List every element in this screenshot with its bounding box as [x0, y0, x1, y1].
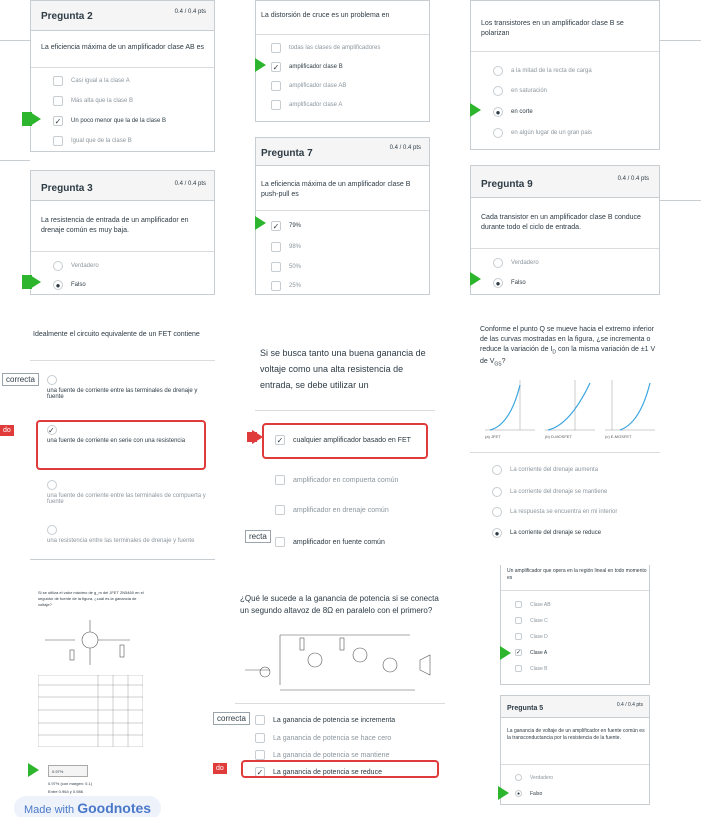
check-icon[interactable]: ✓ [272, 221, 280, 231]
question-text: La eficiencia máxima de un amplificador clase B push-pull es [261, 181, 411, 199]
answer-option[interactable]: La respuesta se encuentra en mi interior [492, 507, 617, 517]
checkbox[interactable] [255, 715, 265, 725]
answer-option[interactable]: amplificador en drenaje común [275, 505, 389, 515]
correct-answer-tag: correcta [213, 712, 250, 725]
question-points: 0.4 / 0.4 pts [389, 145, 421, 151]
answer-option-selected[interactable]: ✓ cualquier amplificador basado en FET [276, 435, 411, 445]
correct-arrow-icon [470, 103, 481, 117]
correct-answer-tag: correcta [2, 373, 39, 386]
answer-option-selected[interactable]: ✓ Un poco menor que la de la clase B [54, 116, 167, 126]
radio[interactable] [53, 261, 63, 271]
radio[interactable] [515, 774, 522, 781]
question-title: Pregunta 5 [507, 705, 544, 712]
answer-option[interactable]: amplificador clase AB [271, 81, 346, 91]
radio[interactable] [493, 258, 503, 268]
answer-option-selected[interactable]: ✓ amplificador clase B [272, 62, 343, 72]
power-amplifier-circuit [240, 630, 440, 695]
correct-arrow-icon [28, 763, 39, 777]
answer-option[interactable]: Clase D [515, 633, 548, 640]
checkbox[interactable] [53, 96, 63, 106]
question-text: Si se busca tanto una buena ganancia de voltaje como una alta resistencia de entrada, se debe utilizar un [260, 348, 426, 391]
question-card-power [235, 585, 445, 785]
answer-option-selected[interactable]: ● en corte [493, 107, 533, 117]
correct-arrow-icon [498, 786, 509, 800]
question-title: Pregunta 9 [481, 179, 533, 190]
transfer-curves-figure [480, 375, 660, 440]
checkbox[interactable] [53, 76, 63, 86]
answer-option[interactable]: Verdadero [493, 258, 539, 268]
goodnotes-watermark: Made with Goodnotes [14, 796, 161, 817]
answer-option[interactable]: 25% [271, 281, 301, 291]
selected-answer-highlight [241, 760, 439, 778]
question-card-7 [255, 137, 430, 295]
check-icon[interactable]: ✓ [272, 62, 280, 72]
checkbox[interactable] [275, 475, 285, 485]
answer-option[interactable]: a la mitad de la recta de carga [493, 66, 592, 76]
check-icon[interactable]: ✓ [276, 435, 284, 445]
answer-option[interactable]: 50% [271, 262, 301, 272]
answer-option[interactable]: en saturación [493, 86, 547, 96]
checkbox[interactable] [271, 43, 281, 53]
source-follower-circuit [35, 615, 145, 670]
radio[interactable] [493, 128, 503, 138]
question-card-3 [30, 170, 215, 295]
answer-option[interactable]: Igual que de la clase B [53, 136, 132, 146]
question-text: La eficiencia máxima de un amplificador clase AB es [41, 44, 205, 51]
correct-arrow-icon [255, 58, 266, 72]
checkbox[interactable] [271, 281, 281, 291]
question-card-9 [470, 165, 660, 295]
checkbox[interactable] [275, 505, 285, 515]
check-icon[interactable]: ✓ [256, 767, 264, 777]
question-points: 0.4 / 0.4 pts [174, 181, 206, 187]
answer-option[interactable]: Clase C [515, 617, 548, 624]
checkbox[interactable] [515, 601, 522, 608]
question-points: 0.4 / 0.4 pts [617, 176, 649, 182]
correct-arrow-icon [255, 216, 266, 230]
radio[interactable] [493, 66, 503, 76]
question-card-qpoint [470, 320, 660, 555]
question-text: Si se utiliza el valor máximo de g_m del JFET 2N5460 en el seguidor de fuente de la figura, ¿cuál es la ganancia de voltaje? [38, 590, 144, 607]
your-answer-tag: do [0, 425, 14, 436]
selected-answer-highlight [262, 423, 428, 459]
question-card-5 [500, 695, 650, 805]
your-answer-tag: do [213, 763, 227, 774]
question-title: Pregunta 7 [261, 148, 313, 159]
answer-option[interactable]: La ganancia de potencia se hace cero [255, 733, 391, 743]
answer-option[interactable]: La ganancia de potencia se mantiene [255, 750, 389, 760]
radio-selected[interactable]: ● [516, 790, 521, 797]
correct-arrow-icon [470, 272, 481, 286]
answer-range: Entre 0.964 y 0.986 [48, 789, 83, 794]
question-text: La distorsión de cruce es un problema en [261, 12, 390, 19]
answer-option[interactable]: todas las clases de amplificadores [271, 43, 380, 53]
datasheet-table [38, 675, 143, 747]
question-text: La ganancia de voltaje de un amplificador en fuente común es la transconductancia por la resistencia de la fuente. [507, 728, 645, 742]
radio[interactable] [492, 465, 502, 475]
answer-field[interactable]: 0.97% [48, 765, 88, 777]
answer-option-selected[interactable]: ● Falso [516, 790, 543, 797]
check-icon[interactable]: ✓ [515, 650, 522, 656]
divider [0, 160, 30, 161]
question-text: Conforme el punto Q se mueve hacia el extremo inferior de las curvas mostradas en la figura, ¿se incrementa o reduce la variación de $I_D$ con la misma variación de ±1 V de $V_{GS}$? [480, 326, 656, 368]
question-points: 0.4 / 0.4 pts [174, 9, 206, 15]
question-card-linear [500, 565, 650, 685]
question-title: Pregunta 3 [41, 183, 93, 194]
answer-note: 0.97% (con margen: 0.1) [48, 781, 93, 786]
answer-option[interactable]: Casi igual a la clase A [53, 76, 130, 86]
answer-option-selected[interactable]: ✓ una fuente de corriente en serie con una resistencia [47, 426, 186, 444]
checkbox[interactable] [515, 633, 522, 640]
radio-selected[interactable]: ✓ [47, 425, 57, 435]
answer-option[interactable]: una resistencia entre las terminales de drenaje y fuente [47, 525, 207, 544]
answer-option[interactable]: una fuente de corriente entre las terminales de drenaje y fuente [47, 375, 207, 400]
question-text: Los transistores en un amplificador clase B se polarizan [481, 20, 624, 38]
answer-option[interactable]: Clase AB [515, 601, 551, 608]
question-card-jfet [30, 585, 150, 790]
check-icon[interactable]: ✓ [54, 116, 62, 126]
checkbox[interactable] [271, 100, 281, 110]
radio[interactable] [47, 375, 57, 385]
checkbox[interactable] [271, 81, 281, 91]
answer-option[interactable]: La corriente del drenaje aumenta [492, 465, 598, 475]
radio[interactable] [492, 487, 502, 497]
answer-option[interactable]: Clase B [515, 665, 548, 672]
radio-selected[interactable]: ● [493, 107, 503, 117]
answer-option[interactable]: amplificador en compuerta común [275, 475, 398, 485]
answer-option[interactable]: en algún lugar de un gran pais [493, 128, 592, 138]
figure-label: (b) D-MOSFET [545, 434, 572, 439]
answer-option[interactable]: amplificador en fuente común [275, 537, 385, 547]
radio-selected[interactable]: ● [53, 280, 63, 290]
figure-label: (c) E-MOSFET [605, 434, 632, 439]
checkbox[interactable] [271, 262, 281, 272]
question-text: ¿Qué le sucede a la ganancia de potencia si se conecta un segundo altavoz de 8Ω en paralelo con el primero? [240, 594, 439, 615]
correct-arrow-icon [30, 275, 41, 289]
radio-selected[interactable]: ● [492, 528, 502, 538]
answer-option[interactable]: amplificador clase A [271, 100, 342, 110]
question-text: Idealmente el circuito equivalente de un FET contiene [33, 331, 200, 338]
correct-answer-tag: recta [245, 530, 271, 543]
checkbox[interactable] [53, 136, 63, 146]
answer-option[interactable]: 98% [271, 242, 301, 252]
radio[interactable] [47, 480, 57, 490]
radio[interactable] [492, 507, 502, 517]
question-text: Un amplificador que opera en la región lineal en todo momento es [507, 568, 647, 582]
answer-option-selected[interactable]: ✓ 79% [272, 221, 302, 231]
answer-option[interactable]: Más alta que la clase B [53, 96, 133, 106]
correct-arrow-icon [30, 112, 41, 126]
answer-option-selected[interactable]: ✓ Clase A [515, 649, 548, 656]
question-title: Pregunta 2 [41, 11, 93, 22]
checkbox[interactable] [515, 617, 522, 624]
answer-option[interactable]: La corriente del drenaje se mantiene [492, 487, 607, 497]
answer-option-selected[interactable]: ● Falso [493, 278, 526, 288]
question-card-polarization [470, 0, 660, 150]
checkbox[interactable] [515, 665, 522, 672]
checkbox[interactable] [275, 537, 285, 547]
question-card-distortion [255, 0, 430, 122]
answer-option[interactable]: Verdadero [53, 261, 99, 271]
radio[interactable] [493, 86, 503, 96]
answer-option[interactable]: Verdadero [515, 774, 553, 781]
checkbox[interactable] [255, 733, 265, 743]
question-text: La resistencia de entrada de un amplificador en drenaje común es muy baja. [41, 217, 189, 235]
question-text: Cada transistor en un amplificador clase B conduce durante todo el ciclo de entrada. [481, 214, 641, 232]
checkbox[interactable] [255, 750, 265, 760]
selected-answer-highlight [36, 420, 206, 470]
answer-option[interactable]: una fuente de corriente entre las terminales de compuerta y fuente [47, 480, 207, 505]
divider [0, 40, 30, 41]
checkbox[interactable] [271, 242, 281, 252]
answer-option-selected[interactable]: ✓ La ganancia de potencia se reduce [256, 767, 382, 777]
radio[interactable] [47, 525, 57, 535]
radio-selected[interactable]: ● [493, 278, 503, 288]
figure-label: (a) JFET [485, 434, 501, 439]
answer-option[interactable]: La ganancia de potencia se incrementa [255, 715, 395, 725]
answer-option-selected[interactable]: ● Falso [53, 280, 86, 290]
correct-arrow-icon [500, 646, 511, 660]
question-card-2 [30, 0, 215, 152]
answer-option-selected[interactable]: ● La corriente del drenaje se reduce [492, 528, 601, 538]
question-points: 0.4 / 0.4 pts [616, 702, 643, 708]
